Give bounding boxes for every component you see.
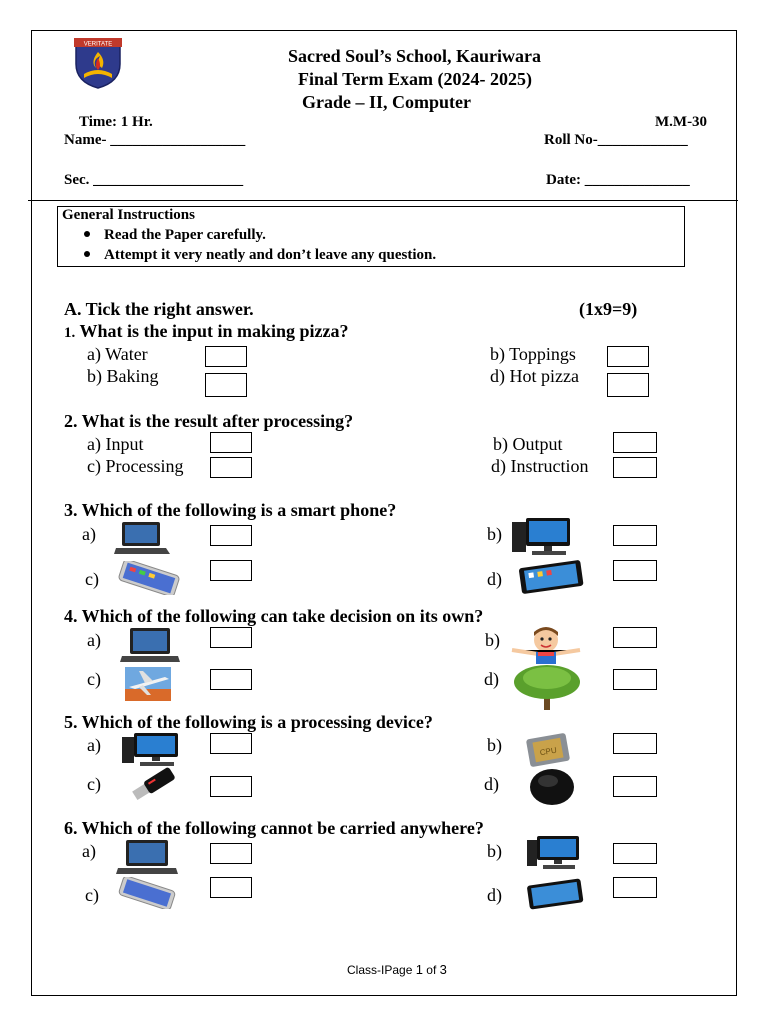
laptop-image (116, 838, 178, 878)
name-field: Name- __________________ (64, 132, 246, 148)
q1-option-b-left: b) Baking (87, 366, 159, 386)
tablet-image (524, 876, 586, 910)
q5-option-d: d) (484, 774, 499, 794)
q4-option-a: a) (87, 630, 101, 650)
q2-option-a: a) Input (87, 434, 144, 454)
q4-answer-box-d[interactable] (613, 669, 657, 690)
q2-answer-box-b[interactable] (613, 432, 657, 453)
q4-answer-box-c[interactable] (210, 669, 252, 690)
desktop-computer-image (510, 518, 574, 556)
q5-answer-box-b[interactable] (613, 733, 657, 754)
q6-answer-box-a[interactable] (210, 843, 252, 864)
page-footer: Class-IPage 1 of 3 (347, 962, 447, 977)
q4-answer-box-a[interactable] (210, 627, 252, 648)
svg-text:CPU: CPU (539, 745, 558, 758)
desktop-computer-image (525, 836, 581, 870)
section-a-title: A. Tick the right answer. (64, 299, 254, 319)
q5-option-b: b) (487, 735, 502, 755)
school-logo (72, 36, 124, 90)
boy-image (508, 626, 584, 666)
q4-option-b: b) (485, 630, 500, 650)
question-3: 3. Which of the following is a smart phone? (64, 500, 397, 520)
q5-option-c: c) (87, 774, 101, 794)
cpu-chip-image (520, 730, 576, 770)
q5-answer-box-a[interactable] (210, 733, 252, 754)
q6-option-c: c) (85, 885, 99, 905)
q2-option-d: d) Instruction (491, 456, 589, 476)
q6-option-b: b) (487, 841, 502, 861)
desktop-computer-image (120, 733, 182, 767)
q5-option-a: a) (87, 735, 101, 755)
tree-image (512, 664, 582, 712)
q3-option-d: d) (487, 569, 502, 589)
q3-answer-box-a[interactable] (210, 525, 252, 546)
q6-answer-box-c[interactable] (210, 877, 252, 898)
header-divider (28, 200, 738, 201)
q4-option-d: d) (484, 669, 499, 689)
q1-option-a: a) Water (87, 344, 148, 364)
instruction-item: Attempt it very neatly and don’t leave any question. (84, 247, 436, 264)
bullet-icon (84, 231, 90, 237)
time-label: Time: 1 Hr. (79, 114, 153, 130)
q5-answer-box-c[interactable] (210, 776, 252, 797)
q5-answer-box-d[interactable] (613, 776, 657, 797)
q1-answer-box-d[interactable] (607, 373, 649, 397)
q2-answer-box-d[interactable] (613, 457, 657, 478)
section-field: Sec. ____________________ (64, 172, 244, 188)
usb-drive-image (128, 765, 180, 805)
q1-answer-box-c[interactable] (205, 373, 247, 397)
q6-option-d: d) (487, 885, 502, 905)
q2-option-c: c) Processing (87, 456, 184, 476)
q3-answer-box-c[interactable] (210, 560, 252, 581)
grade-subject: Grade – II, Computer (302, 92, 471, 112)
q1-option-b-right: b) Toppings (490, 344, 576, 364)
q3-answer-box-d[interactable] (613, 560, 657, 581)
q2-answer-box-c[interactable] (210, 457, 252, 478)
bullet-icon (84, 251, 90, 257)
q3-option-b: b) (487, 524, 502, 544)
section-a-marks: (1x9=9) (579, 299, 638, 319)
q1-option-d: d) Hot pizza (490, 366, 579, 386)
airplane-image (125, 667, 171, 701)
q3-answer-box-b[interactable] (613, 525, 657, 546)
current-page: 1 (415, 962, 423, 977)
q4-answer-box-b[interactable] (613, 627, 657, 648)
q3-option-a: a) (82, 524, 96, 544)
total-pages: 3 (439, 962, 447, 977)
smartphone-image (116, 561, 182, 595)
question-2: 2. What is the result after processing? (64, 411, 354, 431)
q4-option-c: c) (87, 669, 101, 689)
q3-option-c: c) (85, 569, 99, 589)
roll-no-field: Roll No-____________ (544, 132, 688, 148)
question-5: 5. Which of the following is a processing device? (64, 712, 433, 732)
date-field: Date: ______________ (546, 172, 690, 188)
school-name: Sacred Soul’s School, Kauriwara (288, 46, 542, 66)
q1-answer-box-b[interactable] (607, 346, 649, 367)
instructions-title: General Instructions (62, 207, 195, 223)
q6-answer-box-d[interactable] (613, 877, 657, 898)
q2-answer-box-a[interactable] (210, 432, 252, 453)
laptop-image (120, 626, 180, 666)
tablet-image (516, 558, 586, 594)
smartphone-image (116, 877, 178, 909)
q1-answer-box-a[interactable] (205, 346, 247, 367)
exam-title: Final Term Exam (2024- 2025) (298, 69, 532, 89)
question-4: 4. Which of the following can take decision on its own? (64, 606, 484, 626)
mouse-image (526, 767, 578, 807)
logo-banner-text: VERITATE (83, 41, 113, 48)
max-marks: M.M-30 (655, 114, 708, 130)
q6-option-a: a) (82, 841, 96, 861)
instruction-item: Read the Paper carefully. (84, 227, 266, 244)
q2-option-b: b) Output (493, 434, 563, 454)
question-6: 6. Which of the following cannot be carried anywhere? (64, 818, 484, 838)
question-1: 1. What is the input in making pizza? (64, 321, 349, 341)
q6-answer-box-b[interactable] (613, 843, 657, 864)
laptop-image (114, 520, 170, 558)
